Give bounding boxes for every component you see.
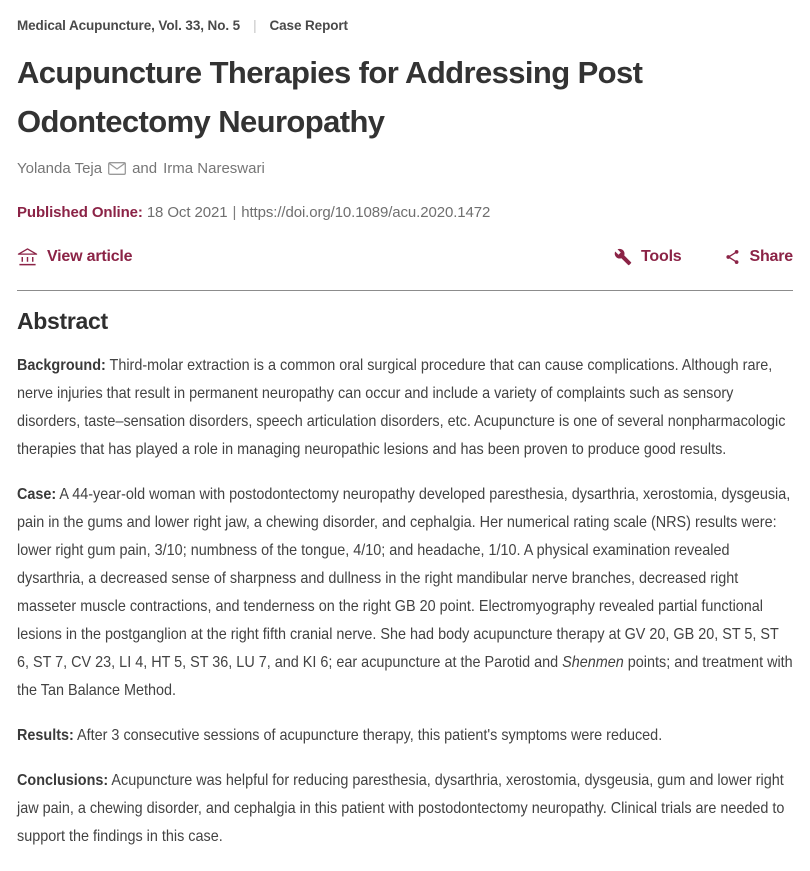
abstract-heading: Abstract (17, 308, 108, 334)
case-italic-term: Shenmen (562, 654, 624, 671)
journal-citation-link[interactable]: Medical Acupuncture, Vol. 33, No. 5 (17, 18, 241, 33)
share-label: Share (749, 248, 793, 265)
author-line (17, 160, 793, 177)
doi-link[interactable]: https://doi.org/10.1089/acu.2020.1472 (241, 204, 491, 221)
citation-separator: | (253, 18, 257, 33)
breadcrumb (17, 18, 793, 33)
tools-button[interactable] (614, 248, 681, 266)
published-date: 18 Oct 2021 (146, 204, 228, 221)
view-article-label: View article (47, 248, 133, 265)
published-label: Published Online: (17, 204, 143, 221)
share-button[interactable] (724, 248, 793, 266)
action-bar-right (614, 248, 793, 266)
results-text: After 3 consecutive sessions of acupuncture therapy, this patient's symptoms were reduced. (77, 727, 663, 744)
abstract-body (17, 352, 793, 851)
author-name-2[interactable]: Irma Nareswari (163, 160, 265, 177)
conclusions-label: Conclusions: (17, 772, 109, 789)
divider (17, 290, 793, 291)
case-paragraph (17, 481, 793, 705)
share-icon (724, 248, 741, 266)
page-title: Acupuncture Therapies for Addressing Post Odontectomy Neuropathy (17, 55, 643, 139)
author-name-1[interactable]: Yolanda Teja (17, 160, 103, 177)
institution-icon (17, 247, 38, 267)
conclusions-text: Acupuncture was helpful for reducing paresthesia, dysarthria, xerostomia, dysgeusia, gum and lower right jaw pain, a chewing disorder, and cephalgia in this patient with postodontectomy neuropathy. Clinical trials are needed to support the findings in this case. (17, 772, 785, 845)
author-conjunction: and (132, 160, 158, 177)
case-text-1: A 44-year-old woman with postodontectomy neuropathy developed paresthesia, dysarthria, xerostomia, dysgeusia, pain in the gums and lower right jaw, a chewing disorder, and cephalgia. Her numerical rating scale (NRS) results were: lower right gum pain, 3/10; numbness of the tongue, 4/10; and headache, 1/10. A physical examination revealed dysarthria, a decreased sense of sharpness and dullness in the right mandibular nerve branches, decreased right masseter muscle contractions, and tenderness on the right GB 20 point. Electromyography revealed partial functional lesions in the postganglion at the right fifth cranial nerve. She had body acupuncture therapy at GV 20, GB 20, ST 5, ST 6, ST 7, CV 23, LI 4, HT 5, ST 36, LU 7, and KI 6; ear acupuncture at the Parotid and (17, 486, 791, 671)
results-paragraph (17, 722, 793, 750)
background-label: Background: (17, 357, 106, 374)
email-button[interactable] (108, 162, 126, 175)
tools-label: Tools (641, 248, 682, 265)
published-separator: | (232, 204, 237, 221)
case-text-2: points; and treatment with the Tan Balance Method. (17, 654, 793, 699)
article-type-link[interactable]: Case Report (269, 18, 348, 33)
action-bar (17, 247, 793, 267)
wrench-icon (614, 248, 632, 266)
background-paragraph (17, 352, 793, 464)
conclusions-paragraph (17, 767, 793, 851)
published-line (17, 204, 793, 221)
view-article-button[interactable] (17, 247, 132, 267)
case-label: Case: (17, 486, 57, 503)
background-text: Third-molar extraction is a common oral surgical procedure that can cause complications. Although rare, nerve injuries that result in permanent neuropathy can occur and include a variety of complaints such as sensory disorders, taste–sensation disorders, speech articulation disorders, etc. Acupuncture is one of several nonpharmacologic therapies that has played a role in managing neuropathic lesions and has been proven to produce good results. (17, 357, 786, 458)
email-icon (108, 162, 126, 175)
results-label: Results: (17, 727, 74, 744)
